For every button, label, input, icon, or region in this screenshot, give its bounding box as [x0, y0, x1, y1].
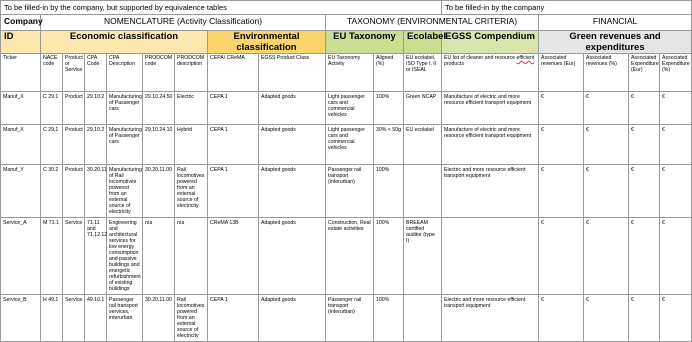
cell-egss-class: Adapted goods	[259, 92, 326, 125]
cell-prodcom-code: 30.20.11.00	[143, 165, 175, 218]
section-company: Company	[1, 15, 41, 31]
cell-egss-list: Manufacture of electric and more resource efficient transport equipment	[442, 92, 539, 125]
cell-expenditure-eur: €	[629, 92, 660, 125]
cell-revenues-eur: €	[539, 125, 584, 165]
cell-ecolabel	[404, 165, 442, 218]
cell-prodcom-description: n/a	[175, 218, 208, 295]
cell-prodcom-code: n/a	[143, 218, 175, 295]
group-id: ID	[1, 31, 41, 54]
cell-cepa: CReMA 13B	[208, 218, 259, 295]
cell-cpa-description: Manufacturing of Rail locomotives powered from an external source of electricity	[107, 165, 143, 218]
cell-cpa-description: Engineering and architectural services for low energy consumption and passive buildings and energetic refurbishment of existing buildings	[107, 218, 143, 295]
cell-cpa-description: Manufacturing of Passenger cars	[107, 92, 143, 125]
egss-list-post: products	[444, 61, 464, 67]
col-header-cpa-description: CPA Description	[107, 54, 143, 92]
table-row	[1, 295, 692, 342]
cell-revenues-pct: €	[584, 218, 629, 295]
col-header-cpa-code: CPA Code	[85, 54, 107, 92]
cell-aligned: 100%	[374, 92, 404, 125]
cell-nace: C 30.2	[41, 165, 63, 218]
cell-prodcom-code: 30.20.11.00	[143, 295, 175, 342]
section-nomenclature: NOMENCLATURE (Activity Classification)	[41, 15, 326, 31]
cell-cpa-code: 29.10.2	[85, 92, 107, 125]
cell-aligned: 100%	[374, 295, 404, 342]
cell-ticker: Service_B	[1, 295, 41, 342]
cell-ticker: Manuf_X	[1, 125, 41, 165]
cell-egss-list: Manufacture of electric and more resource efficient transport equipment	[442, 125, 539, 165]
cell-prodcom-code: 29.10.24.50	[143, 92, 175, 125]
cell-product-service: Product	[63, 92, 85, 125]
cell-egss-class: Adapted goods	[259, 218, 326, 295]
cell-egss-class: Adapted goods	[259, 165, 326, 218]
cell-revenues-pct: €	[584, 125, 629, 165]
col-header-cepa-crema: CEPA/ CReMA	[208, 54, 259, 92]
cell-cepa: CEPA 1	[208, 295, 259, 342]
cell-eu-activity: Passenger rail transport (interurban)	[326, 295, 374, 342]
col-header-egss-product-class: EGSS Product Class	[259, 54, 326, 92]
col-header-nace: NACE code	[41, 54, 63, 92]
group-green-revenues: Green revenues and expenditures	[539, 31, 692, 54]
cell-cpa-code: 29.10.2	[85, 125, 107, 165]
cell-expenditure-eur: €	[629, 295, 660, 342]
cell-expenditure-eur: €	[629, 165, 660, 218]
cell-ticker: Service_A	[1, 218, 41, 295]
col-header-aligned: Aligned (%)	[374, 54, 404, 92]
cell-ecolabel: Green NCAP	[404, 92, 442, 125]
col-header-prodcom-code: PRODCOM code	[143, 54, 175, 92]
cell-revenues-pct: €	[584, 295, 629, 342]
cell-cpa-description: Passenger rail transport services, interurban	[107, 295, 143, 342]
cell-cpa-code: 49.10.1	[85, 295, 107, 342]
cell-prodcom-description: Rail locomotives powered from an external source of electricity	[175, 295, 208, 342]
table-row	[1, 92, 692, 125]
table-row	[1, 165, 692, 218]
egss-list-efficient: efficient	[516, 55, 535, 61]
group-egss-compendium: EGSS Compendium	[442, 31, 539, 54]
cell-revenues-eur: €	[539, 92, 584, 125]
cell-aligned: 30% < 50g	[374, 125, 404, 165]
cell-egss-list: Electric and more resource efficient transport equipment	[442, 295, 539, 342]
cell-eu-activity: Construction, Real estate activities	[326, 218, 374, 295]
cell-ecolabel: EU ecolabel	[404, 125, 442, 165]
col-header-expenditure-pct: Associated Expenditure (%)	[660, 54, 692, 92]
table-row	[1, 218, 692, 295]
col-header-ecolabel: EU ecolabel, ISO Type I, II or ISEAL	[404, 54, 442, 92]
section-taxonomy: TAXONOMY (ENVIRONMENTAL CRITERIA)	[326, 15, 539, 31]
cell-ecolabel	[404, 295, 442, 342]
cell-cepa: CEPA 1	[208, 125, 259, 165]
cell-cpa-code: 71.11 and 71.12.12	[85, 218, 107, 295]
col-header-revenues-pct: Associated revenues (%)	[584, 54, 629, 92]
egss-list-pre: EU list of cleaner and resource	[444, 55, 515, 61]
cell-cpa-code: 30.20.11	[85, 165, 107, 218]
cell-prodcom-code: 29.10.24.10	[143, 125, 175, 165]
cell-nace: M 71.1	[41, 218, 63, 295]
cell-expenditure-pct: €	[660, 295, 692, 342]
group-economic-classification: Economic classification	[41, 31, 208, 54]
cell-revenues-eur: €	[539, 295, 584, 342]
section-financial: FINANCIAL	[539, 15, 692, 31]
cell-nace: C 29.1	[41, 125, 63, 165]
cell-ecolabel: BREEAM certified auditor (type I)	[404, 218, 442, 295]
cell-prodcom-description: Hybrid	[175, 125, 208, 165]
cell-expenditure-pct: €	[660, 218, 692, 295]
cell-prodcom-description: Rail locomotives powered from an external source of electricity	[175, 165, 208, 218]
group-environmental-classification: Environmental classification	[208, 31, 326, 54]
table-row	[1, 125, 692, 165]
cell-eu-activity: Light passenger cars and commercial vehicles	[326, 92, 374, 125]
cell-nace: H 49.1	[41, 295, 63, 342]
cell-egss-class: Adapted goods	[259, 295, 326, 342]
cell-aligned: 100%	[374, 165, 404, 218]
group-ecolabel: Ecolabel	[404, 31, 442, 54]
cell-ticker: Manuf_Y	[1, 165, 41, 218]
col-header-eu-taxonomy-activity: EU Taxonomy Activity	[326, 54, 374, 92]
cell-expenditure-pct: €	[660, 92, 692, 125]
cell-revenues-pct: €	[584, 165, 629, 218]
cell-prodcom-description: Electric	[175, 92, 208, 125]
cell-cepa: CEPA 1	[208, 92, 259, 125]
col-header-egss-list	[442, 54, 539, 92]
cell-expenditure-pct: €	[660, 125, 692, 165]
cell-cpa-description: Manufacturing of Passenger cars	[107, 125, 143, 165]
cell-egss-class: Adapted goods	[259, 125, 326, 165]
cell-product-service: Product	[63, 165, 85, 218]
col-header-expenditure-eur: Associated Expenditure (Eur)	[629, 54, 660, 92]
cell-eu-activity: Light passenger cars and commercial vehicles	[326, 125, 374, 165]
col-header-product-service: Product or Service	[63, 54, 85, 92]
cell-cepa: CEPA 1	[208, 165, 259, 218]
cell-product-service: Product	[63, 125, 85, 165]
top-note-right: To be filled-in by the company	[442, 1, 692, 15]
cell-expenditure-eur: €	[629, 125, 660, 165]
cell-ticker: Manuf_X	[1, 92, 41, 125]
cell-revenues-eur: €	[539, 165, 584, 218]
cell-revenues-eur: €	[539, 218, 584, 295]
cell-product-service: Service	[63, 218, 85, 295]
cell-revenues-pct: €	[584, 92, 629, 125]
cell-nace: C 29.1	[41, 92, 63, 125]
col-header-prodcom-description: PRODCOM description	[175, 54, 208, 92]
col-header-ticker: Ticker	[1, 54, 41, 92]
cell-egss-list: Electric and more resource efficient transport equipment	[442, 165, 539, 218]
cell-eu-activity: Passenger rail transport (interurban)	[326, 165, 374, 218]
cell-expenditure-pct: €	[660, 165, 692, 218]
cell-expenditure-eur: €	[629, 218, 660, 295]
cell-aligned: 100%	[374, 218, 404, 295]
group-eu-taxonomy: EU Taxonomy	[326, 31, 404, 54]
top-note-left: To be filled-in by the company, but supported by equivalence tables	[1, 1, 442, 15]
col-header-revenues-eur: Associated revenues (Eur)	[539, 54, 584, 92]
cell-product-service: Service	[63, 295, 85, 342]
cell-egss-list	[442, 218, 539, 295]
